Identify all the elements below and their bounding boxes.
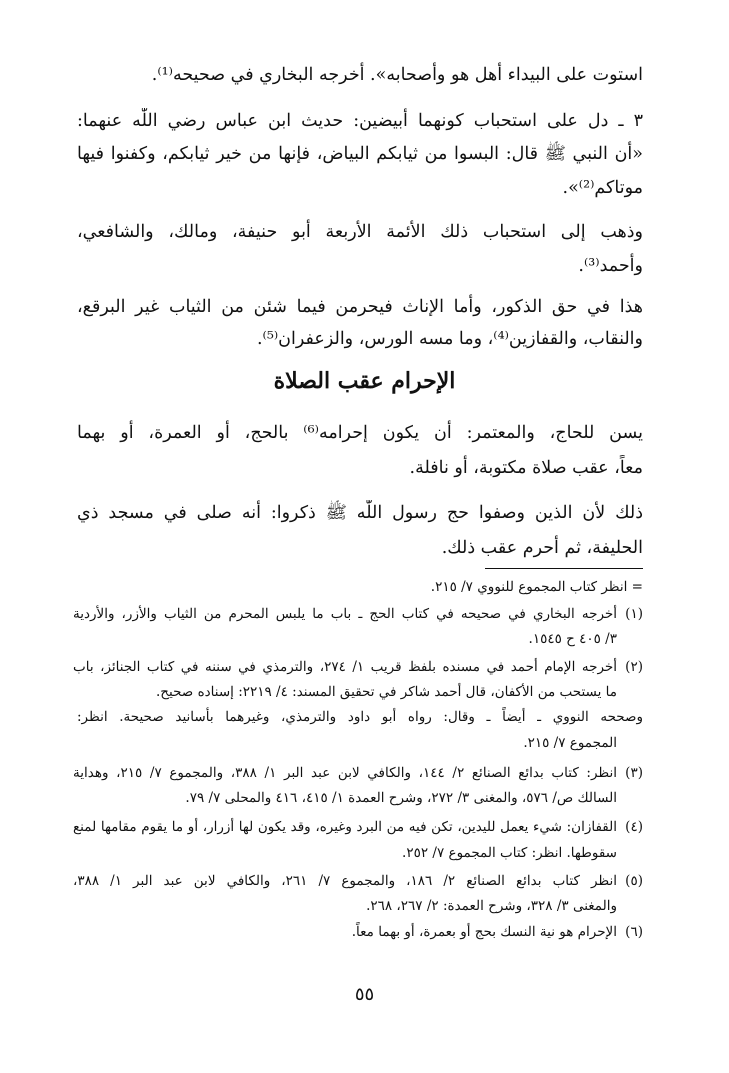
- footnote-number-6: (٦): [625, 924, 643, 940]
- footnote-1-line-2: ٣/ ٤٠٥ ح ١٥٤٥.: [528, 631, 617, 647]
- footnote-number-4: (٤): [625, 819, 643, 835]
- footnote-5-line-2: والمغنى ٣/ ٣٢٨، وشرح العمدة: ٢/ ٢٦٧، ٢٦٨.: [366, 898, 617, 914]
- body-line-1: استوت على البيداء أهل هو وأصحابه». أخرجه البخاري في صحيحه⁽¹⁾.: [151, 65, 643, 85]
- body-line-5: وذهب إلى استحباب ذلك الأئمة الأربعة أبو حنيفة، ومالك، والشافعي،: [77, 222, 643, 242]
- footnote-number-5: (٥): [625, 873, 643, 889]
- body-line-8: والنقاب، والقفازين⁽⁴⁾، وما مسه الورس، والزعفران⁽⁵⁾.: [256, 329, 643, 349]
- footnote-number-2: (٢): [625, 659, 643, 675]
- footnote-2-line-4: المجموع ٧/ ٢١٥.: [523, 735, 617, 751]
- body-line-9: يسن للحاج، والمعتمر: أن يكون إحرامه⁽⁶⁾ بالحج، أو العمرة، أو بهما: [77, 423, 643, 443]
- footnote-2-line-3: وصححه النووي ـ أيضاً ـ وقال: رواه أبو داود والترمذي، وغيرهما بأسانيد صحيحة. انظر:: [77, 709, 643, 725]
- body-line-11: ذلك لأن الذين وصفوا حج رسول اللّٰه ﷺ ذكروا: أنه صلى في مسجد ذي: [77, 503, 643, 523]
- footnote-4-line-2: سقوطها. انظر: كتاب المجموع ٧/ ٢٥٢.: [402, 845, 617, 861]
- footnote-3-line-1: انظر: كتاب بدائع الصنائع ٢/ ١٤٤، والكافي لابن عبد البر ١/ ٣٨٨، والمجموع ٧/ ٢١٥، وهداية: [73, 765, 617, 781]
- page-number: ٥٥: [354, 984, 375, 1005]
- footnote-6-line-1: الإحرام هو نية النسك بحج أو بعمرة، أو بهما معاً.: [351, 924, 617, 940]
- footnote-separator: [485, 568, 643, 569]
- body-line-6: وأحمد⁽³⁾.: [578, 256, 643, 276]
- footnote-4-line-1: القفازان: شيء يعمل لليدين، تكن فيه من البرد وغيره، وقد يكون لها أزرار، أو ما يقوم مقامها لمنع: [73, 819, 617, 835]
- footnote-2-line-2: ما يستحب من الأكفان، قال أحمد شاكر في تحقيق المسند: ٤/ ٢٢١٩: إسناده صحيح.: [156, 684, 617, 700]
- body-line-4: موتاكم⁽²⁾».: [562, 178, 643, 198]
- footnote-1-line-1: أخرجه البخاري في صحيحه في كتاب الحج ـ باب ما يلبس المحرم من الثياب والأزر، والأردية: [73, 606, 617, 622]
- body-line-2: ٣ ـ دل على استحباب كونهما أبيضين: حديث ابن عباس رضي اللّٰه عنهما:: [77, 111, 643, 131]
- footnote-5-line-1: انظر كتاب بدائع الصنائع ٢/ ١٨٦، والمجموع ٧/ ٢٦١، والكافي لابن عبد البر ١/ ٣٨٨،: [73, 873, 617, 889]
- body-line-10: معاً، عقب صلاة مكتوبة، أو نافلة.: [409, 458, 643, 478]
- section-heading: الإحرام عقب الصلاة: [273, 368, 456, 394]
- footnote-number-1: (١): [625, 606, 643, 622]
- footnote-carry: = انظر كتاب المجموع للنووي ٧/ ٢١٥.: [430, 579, 643, 595]
- body-line-7: هذا في حق الذكور، وأما الإناث فيحرمن فيما شئن من الثياب غير البرقع،: [77, 297, 643, 317]
- footnote-2-line-1: أخرجه الإمام أحمد في مسنده بلفظ قريب ١/ ٢٧٤، والترمذي في سننه في كتاب الجنائز، باب: [73, 659, 617, 675]
- body-line-12: الحليفة، ثم أحرم عقب ذلك.: [441, 538, 643, 558]
- footnote-3-line-2: السالك ص/ ٥٧٦، والمغنى ٣/ ٢٧٢، وشرح العمدة ١/ ٤١٥، ٤١٦ والمحلى ٧/ ٧٩.: [185, 790, 617, 806]
- footnote-number-3: (٣): [625, 765, 643, 781]
- body-line-3: «أن النبي ﷺ قال: البسوا من ثيابكم البياض، فإنها من خير ثيابكم، وكفنوا فيها: [77, 144, 643, 164]
